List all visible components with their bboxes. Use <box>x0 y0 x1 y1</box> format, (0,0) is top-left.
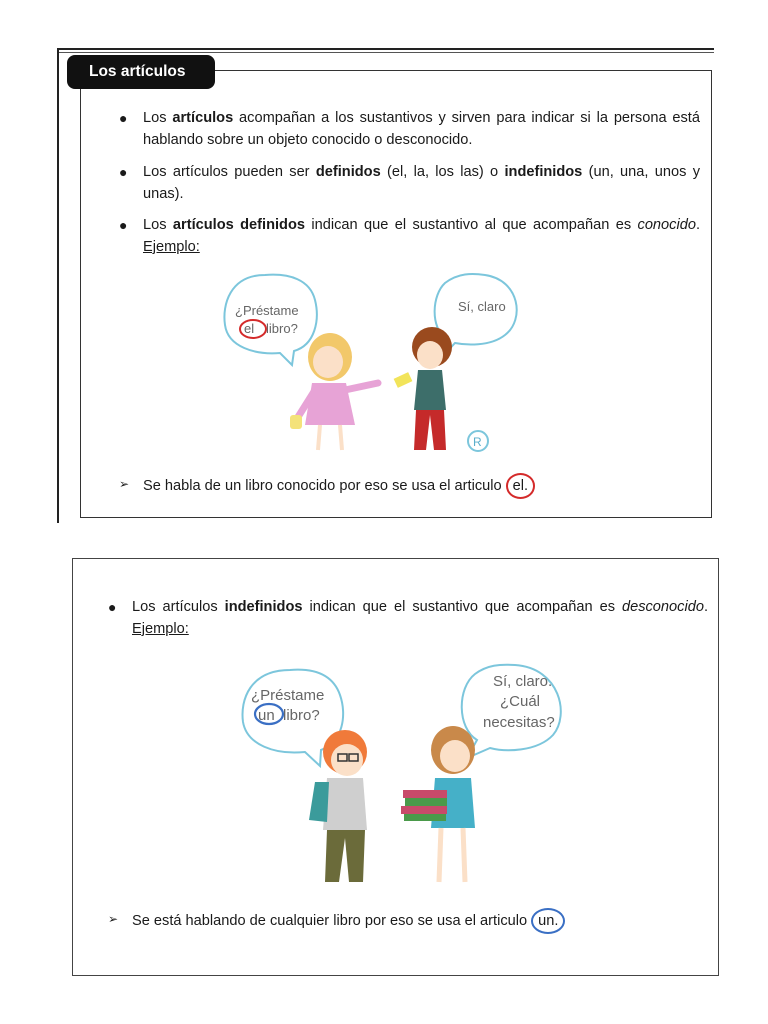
bullet-definidos: ● Los artículos definidos indican que el sustantivo al que acompañan es conocido. Ejemplo: <box>143 214 700 258</box>
speech-bubble-left <box>224 275 316 365</box>
bubble-right-line2: ¿Cuál <box>500 693 541 710</box>
bubble-right-line3: necesitas? <box>483 714 555 731</box>
top-rule-thin <box>57 52 714 53</box>
boy-figure <box>394 327 452 450</box>
article-un-circled: un. <box>531 908 565 934</box>
top-rule <box>57 48 714 50</box>
bubble-left-line2: libro? <box>283 707 320 724</box>
speech-bubble-right <box>462 665 561 758</box>
arrow-icon: ➢ <box>119 477 130 491</box>
bubble-left-line2: libro? <box>266 321 298 336</box>
conclusion-indefinido: ➢ Se está hablando de cualquier libro por eso se usa el articulo un. <box>132 908 565 934</box>
bubble-left-article: un <box>258 707 275 724</box>
illustration-definido <box>220 265 520 465</box>
bullet-dot: ● <box>119 217 128 233</box>
article-el-circled: el. <box>506 473 535 499</box>
conclusion-definido: ➢ Se habla de un libro conocido por eso se usa el articulo el. <box>143 473 535 499</box>
left-rule <box>57 48 59 523</box>
bubble-left-article: el <box>244 321 255 336</box>
bubble-left-line1: ¿Préstame <box>251 687 325 704</box>
bullet-dot: ● <box>108 599 117 615</box>
bubble-right-line1: Sí, claro. <box>493 673 553 690</box>
girl-figure <box>290 333 378 450</box>
badge-r-text: R <box>473 435 482 449</box>
section-title-tab: Los artículos <box>67 55 215 89</box>
girl-with-books-figure <box>401 726 475 882</box>
bullet-tipos-articulos: ● Los artículos pueden ser definidos (el, la, los las) o indefinidos (un, una, unos y unas). <box>143 161 700 205</box>
bubble-right-text: Sí, claro <box>458 299 506 314</box>
bubble-left-line1: ¿Préstame <box>235 303 299 318</box>
bullet-articulos-intro: ● Los artículos acompañan a los sustantivos y sirven para indicar si la persona está hablando sobre un objeto conocido o desconocido. <box>143 107 700 151</box>
bullet-dot: ● <box>119 164 128 180</box>
bullet-dot: ● <box>119 110 128 126</box>
arrow-icon: ➢ <box>108 912 119 926</box>
bullet-indefinidos: ● Los artículos indefinidos indican que el sustantivo que acompañan es desconocido. Ejemplo: <box>132 596 708 640</box>
illustration-indefinido <box>235 660 575 900</box>
